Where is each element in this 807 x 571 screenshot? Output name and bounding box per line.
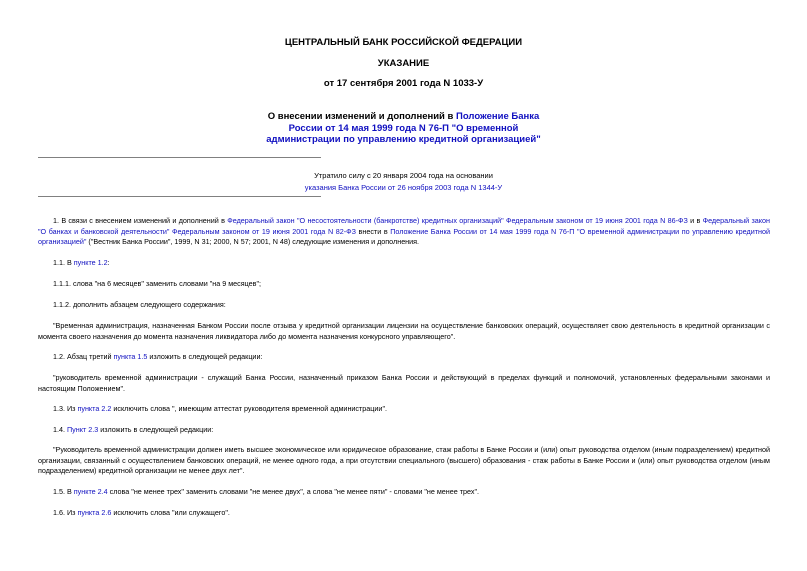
p1-text-3: внести в — [355, 226, 391, 236]
document-title — [0, 111, 807, 146]
item-2-6-link[interactable]: пункта 2.6 — [77, 508, 112, 517]
issuer-heading: ЦЕНТРАЛЬНЫЙ БАНК РОССИЙСКОЙ ФЕДЕРАЦИИ — [284, 37, 523, 48]
item-1-2-link[interactable]: пункте 1.2 — [73, 258, 108, 267]
p14-text-1: 1.4. — [53, 425, 67, 434]
law-banks-link[interactable]: Федеральный закон "О банках и банковской деятельности" Федеральным законом от 19 июня 2001 года N 82-ФЗ — [38, 216, 770, 236]
p13-text-2: исключить слова ", имеющим аттестат руководителя временной администрации". — [111, 404, 387, 413]
p12-text-1: 1.2. Абзац третий — [53, 352, 114, 361]
paragraph-1-5 — [53, 487, 770, 498]
paragraph-1 — [38, 216, 770, 248]
paragraph-1-6 — [53, 508, 770, 519]
paragraph-1-1-1: 1.1.1. слова "на 6 месяцев" заменить словами "на 9 месяцев"; — [53, 279, 262, 288]
p11-text-2: : — [107, 258, 110, 267]
p13-text-1: 1.3. Из — [53, 404, 78, 413]
title-regulation-link[interactable]: Положение Банка России от 14 мая 1999 года N 76-П "О временной администрации по управлению кредитной организацией" — [266, 111, 541, 145]
p16-text-2: исключить слова "или служащего". — [111, 508, 230, 517]
bottom-divider — [38, 196, 321, 197]
p1-text-4: ("Вестник Банка России", 1999, N 31; 2000, N 57; 2001, N 48) следующие изменения и дополнения. — [86, 237, 420, 246]
quote-temporary-administration: "Временная администрация, назначенная Банком России после отзыва у кредитной организации лицензии на осуществление банковских операций, осуществляет свою деятельность в кредитной организации с момента своего назначения до момента назначения ликвидатора либо до момента назначения конкурсного управляющего". — [38, 321, 770, 341]
repeal-order-link[interactable]: указания Банка России от 26 ноября 2003 года N 1344-У — [304, 183, 503, 192]
p14-text-2: изложить в следующей редакции: — [98, 425, 214, 434]
paragraph-1-4 — [53, 425, 770, 436]
p1-text-1: 1. В связи с внесением изменений и дополнений в — [53, 216, 228, 225]
item-1-5-link[interactable]: пункта 1.5 — [113, 352, 148, 361]
paragraph-1-1 — [53, 258, 770, 269]
regulation-link[interactable]: Положение Банка России от 14 мая 1999 года N 76-П "О временной администрации по управлению кредитной организацией" — [38, 226, 770, 246]
paragraph-1-2 — [53, 352, 770, 363]
law-bankruptcy-link[interactable]: Федеральный закон "О несостоятельности (банкротстве) кредитных организаций" Федеральным законом от 19 июня 2001 года N 86-ФЗ — [227, 216, 688, 225]
paragraph-1-1-2: 1.1.2. дополнить абзацем следующего содержания: — [53, 300, 226, 309]
status-note-text: Утратило силу с 20 января 2004 года на основании — [314, 171, 493, 180]
item-2-3-link[interactable]: Пункт 2.3 — [67, 425, 99, 434]
p16-text-1: 1.6. Из — [53, 508, 78, 517]
title-lead: О внесении изменений и дополнений в — [267, 111, 457, 122]
document-type: УКАЗАНИЕ — [377, 58, 430, 69]
top-divider — [38, 157, 321, 158]
p11-text-1: 1.1. В — [53, 258, 74, 267]
item-2-4-link[interactable]: пункте 2.4 — [73, 487, 108, 496]
paragraph-1-3 — [53, 404, 770, 415]
document-date-number: от 17 сентября 2001 года N 1033-У — [323, 78, 484, 89]
quote-administration-head: "руководитель временной администрации - служащий Банка России, назначенный приказом Банка России и действующий в пределах функций и полномочий, установленных федеральными законами и настоящим Положением". — [38, 373, 770, 393]
p12-text-2: изложить в следующей редакции: — [147, 352, 263, 361]
p1-text-2: и в — [687, 216, 703, 225]
p15-text-1: 1.5. В — [53, 487, 74, 496]
item-2-2-link[interactable]: пункта 2.2 — [77, 404, 112, 413]
quote-head-requirements: "Руководитель временной администрации должен иметь высшее экономическое или юридическое образование, стаж работы в Банке России и (или) опыт руководства отделом (иным подразделением) кредитной организации, связанный с осуществлением банковских операций, не менее одного года, а при отсутствии специального (высшего) образования - стаж работы в Банке России и (или) опыт руководства отделом (иным подразделением) кредитной организации не менее двух лет". — [38, 445, 770, 475]
status-note — [0, 170, 807, 194]
p15-text-2: слова "не менее трех" заменить словами "не менее двух", а слова "не менее пяти" - словами "не менее трех". — [107, 487, 480, 496]
